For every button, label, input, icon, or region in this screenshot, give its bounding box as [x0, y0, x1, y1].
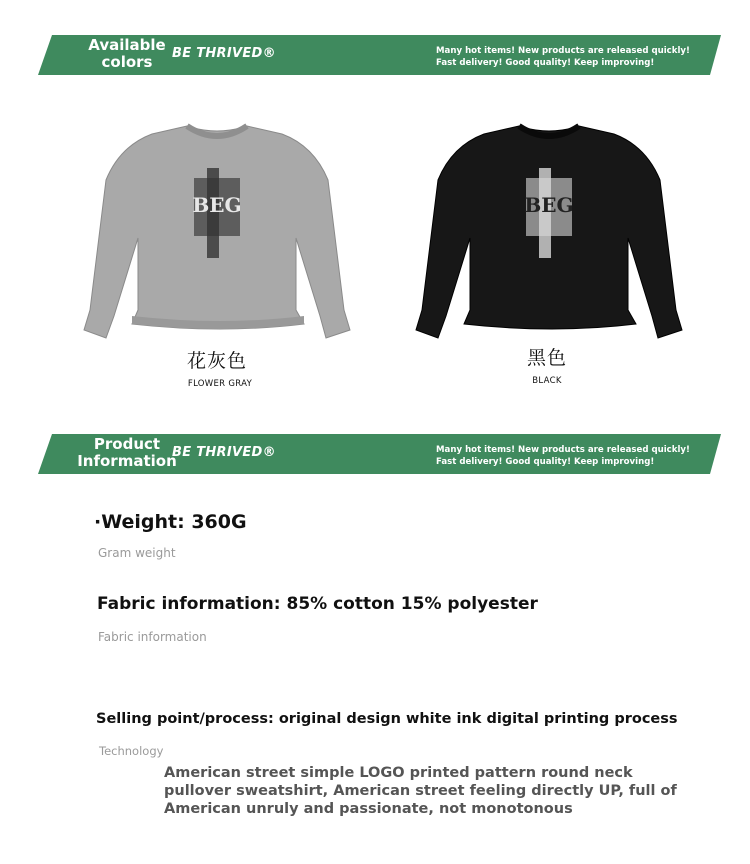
technology-subtitle: Technology: [99, 744, 164, 758]
svg-text:BEG: BEG: [192, 193, 242, 217]
sweatshirt-gray-image: [82, 120, 352, 342]
available-colors-banner: [38, 35, 721, 75]
product-name-cn: 花灰色: [186, 350, 247, 372]
product-name-cn: 黑色: [526, 347, 567, 369]
fabric-heading: Fabric information: 85% cotton 15% polyester: [97, 594, 538, 614]
product-name-en: BLACK: [532, 376, 562, 386]
banner-title: Product Information: [77, 435, 177, 470]
svg-text:BEG: BEG: [524, 193, 574, 217]
product-flower-gray[interactable]: [82, 120, 352, 342]
banner-brand: BE THRIVED®: [172, 445, 276, 460]
product-black[interactable]: [414, 120, 684, 342]
product-name-en: FLOWER GRAY: [187, 379, 253, 389]
banner-title: Available colors: [88, 36, 166, 71]
weight-heading: ·Weight: 360G: [94, 511, 247, 533]
banner-slogan: Many hot items! New products are released quickly! Fast delivery! Good quality! Keep improving!: [436, 445, 690, 467]
banner-brand: BE THRIVED®: [172, 46, 276, 61]
weight-subtitle: Gram weight: [98, 546, 176, 560]
sweatshirt-black-image: [414, 120, 684, 342]
product-information-banner: [38, 434, 721, 474]
product-description: American street simple LOGO printed pattern round neck pullover sweatshirt, American street feeling directly UP, full of American unruly and passionate, not monotonous: [164, 765, 677, 817]
fabric-subtitle: Fabric information: [98, 630, 207, 644]
selling-point-heading: Selling point/process: original design white ink digital printing process: [96, 711, 678, 727]
banner-slogan: Many hot items! New products are released quickly! Fast delivery! Good quality! Keep improving!: [436, 46, 690, 68]
